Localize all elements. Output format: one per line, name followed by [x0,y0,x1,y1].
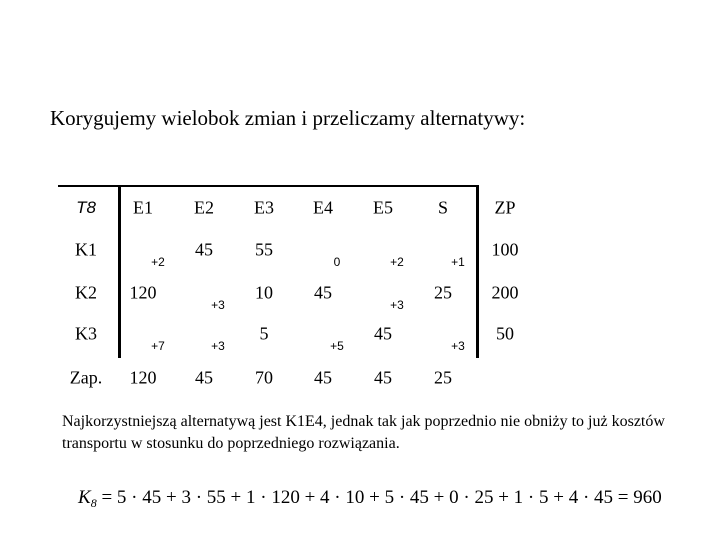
table-cell-value: 55 [255,239,273,260]
table-cell-value: 45 [195,367,213,388]
column-header-e2: E2 [194,197,214,218]
table-cell-value: 120 [129,367,157,388]
table-cell-value: 45 [314,282,332,303]
table-cell-delta: 0 [333,255,341,269]
row-label-zap: Zap. [69,367,103,388]
table-corner-label: T8 [76,198,96,217]
table-cell-delta: +2 [390,255,404,269]
table-cell-value: 25 [434,367,452,388]
table-cell-value: 120 [129,282,157,303]
table-cell-value: 100 [491,239,519,260]
column-header-e4: E4 [313,197,333,218]
table-cell-delta: +2 [151,255,165,269]
row-label-k2: K2 [75,282,97,303]
column-header-e3: E3 [254,197,274,218]
table-cell-delta: +3 [390,298,404,312]
formula-expression: = 5 · 45 + 3 · 55 + 1 · 120 + 4 · 10 + 5 · 45 + 0 · 25 + 1 · 5 + 4 · 45 = 960 [96,487,662,508]
table-cell-value: 25 [434,282,452,303]
table-cell-delta: +3 [211,298,225,312]
table-cell-delta: +3 [211,339,225,353]
column-header-e1: E1 [133,197,153,218]
conclusion-note: Najkorzystniejszą alternatywą jest K1E4, jednak tak jak poprzednio nie obniży to już kosztów transportu w stosunku do poprzedniego rozwiązania. [62,413,665,452]
page-heading: Korygujemy wielobok zmian i przeliczamy alternatywy: [50,106,526,130]
table-cell-value: 10 [255,282,273,303]
row-label-k3: K3 [75,323,97,344]
table-left-border [118,185,121,358]
table-cell-delta: +7 [151,339,165,353]
table-cell-delta: +1 [451,255,465,269]
column-header-zp: ZP [494,197,516,218]
row-label-k1: K1 [75,239,97,260]
formula-subscript: 8 [90,496,97,510]
table-cell-value: 5 [259,323,269,344]
column-header-s: S [437,197,449,218]
table-cell-delta: +5 [330,339,344,353]
table-cell-value: 70 [255,367,273,388]
column-header-e5: E5 [373,197,393,218]
table-cell-value: 200 [491,282,519,303]
table-cell-value: 45 [374,367,392,388]
table-top-border [58,185,478,187]
table-cell-value: 45 [374,323,392,344]
table-cell-value: 50 [496,323,514,344]
table-cell-delta: +3 [451,339,465,353]
table-right-border [476,185,479,358]
table-cell-value: 45 [195,239,213,260]
table-cell-value: 45 [314,367,332,388]
cost-formula [78,487,662,511]
formula-symbol: K [78,487,91,508]
